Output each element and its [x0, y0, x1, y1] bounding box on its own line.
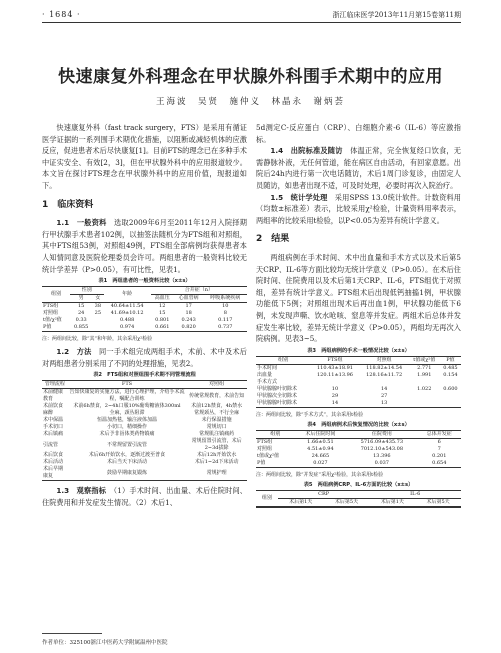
table-4-header: 总体并发症 [418, 430, 461, 438]
table-2-cell: 鼓励早期康复锻炼 [68, 466, 186, 481]
table-1-note: 注：两组间比较，除“其”和年龄，其余采用χ²检验 [42, 336, 153, 343]
table-1-subheader: 高血压 [151, 295, 174, 303]
table-2-header: 管理流程 [42, 381, 68, 389]
table-4-cell: 0.654 [418, 460, 461, 468]
table-1-subheader: 呼吸系统疾病 [204, 295, 247, 303]
table-4-note: 注：两组间比较，除“并发症”采用χ²检验，其余采用t检验 [256, 471, 384, 478]
table-1-cell: 0.855 [70, 324, 92, 332]
table-5-header: IL-6 [369, 490, 461, 498]
table-1-cell: 0.488 [119, 317, 135, 324]
table-2-cell: 术后1~2d下床活动 [194, 459, 239, 466]
left-column [42, 122, 247, 509]
table-3-cell [409, 379, 440, 386]
table-1-cell: 0.737 [204, 324, 247, 332]
page-number: · 1684 · [42, 10, 81, 19]
table-1-cell: FTS组 [43, 303, 59, 310]
table-1-cell: 40.64±11.54 [110, 303, 144, 310]
table-1-caption: 表1 两组患者的一般资料比较（x±s） [98, 278, 191, 285]
table-4-row [256, 460, 461, 468]
table-3-cell [360, 379, 409, 386]
table-3-cell: 110.43±18.91 [316, 364, 353, 371]
table-4-cell: 4.51±0.94 [307, 445, 334, 452]
table-2-header: FTS [68, 381, 186, 389]
table-3-cell: 手术时间 [257, 364, 278, 371]
table-2-cell: 小切口，精细操作 [106, 424, 147, 431]
table-4-cell: 7 [437, 445, 441, 452]
table-3-row [256, 379, 461, 386]
table-5-header: 组别 [256, 490, 278, 506]
table-1-cell: 17 [185, 303, 192, 310]
table-3-cell [440, 379, 461, 386]
table-2-cell: 常规护理 [186, 466, 247, 481]
table-3-cell: 29 [331, 392, 339, 399]
table-2-row [42, 438, 247, 452]
table-5-sub-header: 术后第5天 [415, 498, 461, 506]
paragraph-1-4 [256, 145, 461, 191]
table-3-cell: 0.485 [443, 364, 458, 371]
table-2-cell: 全麻，颈丛阻滞 [109, 410, 145, 417]
table-3-header-row [256, 356, 461, 364]
table-3 [256, 348, 461, 408]
table-3-header: t值或χ²值 [409, 356, 440, 364]
table-3-cell [440, 400, 461, 408]
table-3-header: FTS组 [310, 356, 359, 364]
table-4-cell: t值或χ²值 [257, 452, 280, 459]
subheading-1-1: 1.1 一般资料 [56, 218, 107, 228]
table-3-cell: 甲状腺腺叶切除术 [257, 385, 298, 392]
table-1-cell: 15 [77, 303, 85, 310]
table-1-cell: 18 [185, 310, 192, 317]
table-2-cell: 术前12h禁食，4h禁水 [191, 403, 243, 410]
paragraph-1-4-text: 体温正常，完全恢复经口饮食，无需静脉补液，无任何管道，能在病区自由活动，有回家意愿。出院后24h内进行第一次电话随访，术后1周门诊复诊，由固定人员随访，如患者出现不适，可及时处理，必要时再次入院治疗。 [256, 146, 461, 190]
section-heading-1: 1 临床资料 [42, 199, 94, 210]
article-title: 快速康复外科理念在甲状腺外科围手术期中的应用 [58, 67, 443, 87]
table-2-cell: 术后当天下床活动 [106, 459, 147, 466]
table-1-cell: 8 [223, 310, 227, 317]
table-3-cell: 1.022 [417, 385, 432, 392]
table-1-header: 年龄 [104, 287, 151, 303]
table-1-cell: 0.117 [218, 317, 233, 324]
paragraph-1-1 [42, 217, 247, 275]
table-1-cell: 0.243 [181, 317, 196, 324]
table-1-row [42, 303, 247, 311]
table-2-caption: 表2 FTS组和对照组围手术期不同管理流程 [93, 372, 196, 379]
table-1-cell: 24 [77, 310, 85, 317]
header-rule [42, 22, 461, 23]
table-5-subheader-row [256, 498, 461, 506]
table-2-header: 对照组 [186, 381, 247, 389]
table-1-cell: t值/χ²值 [43, 317, 62, 324]
table-2-cell: 麻醉 [43, 410, 54, 417]
author-list: 王海波 吴贤 施仲义 林晶永 谢炳荟 [155, 97, 345, 107]
table-2-cell: 术后6h开始饮水，逐渐过渡至普食 [88, 452, 166, 459]
table-1-cell [92, 317, 103, 324]
table-1-cell: 10 [222, 303, 229, 310]
table-1-cell: 12 [159, 303, 166, 310]
table-1-row [42, 310, 247, 317]
paragraph-1-3 [42, 485, 247, 508]
table-2-cell: 术后早期康复 [42, 466, 68, 481]
table-2 [42, 372, 247, 481]
right-column [256, 122, 461, 512]
table-2-cell: 术前饮食 [43, 403, 64, 410]
table-2-cell: 常规颈丛，不行全麻 [194, 410, 240, 417]
table-4-cell: 对照组 [257, 445, 273, 452]
table-2-row [42, 389, 247, 404]
table-2-cell: 不常规留置引流管 [106, 441, 147, 448]
paragraph-1-2-text: 同一手术组完成两组手术，术前、术中及术后对两组患者分别采用了不同的处理措施，见表2。 [42, 347, 247, 368]
table-1 [42, 278, 247, 332]
table-3-cell: 14 [310, 400, 359, 408]
table-4-cell: 1.66±0.51 [307, 438, 334, 445]
table-2-cell: 术前6h禁食，2~4h口服10%葡萄糖液体300ml [73, 403, 181, 410]
table-3-cell: 2.771 [417, 364, 432, 371]
table-2-cell: 常规留置引流管，术后2~3d拔除 [191, 438, 242, 452]
table-3-cell: 14 [380, 385, 388, 392]
table-3-header: 组别 [256, 356, 310, 364]
table-1-subheader: 心血管病 [174, 295, 204, 303]
table-3-row [256, 364, 461, 372]
table-3-header: P值 [440, 356, 461, 364]
table-3-cell: 0.154 [443, 371, 458, 378]
table-4-cell: 5716.09±435.73 [360, 438, 404, 445]
table-1-cell: 0.820 [174, 324, 204, 332]
table-1-cell: 15 [159, 310, 166, 317]
table-3-header: 对照组 [360, 356, 409, 364]
table-4-caption: 表4 两组病例术后恢复情况的比较（x±s） [307, 421, 410, 428]
table-3-cell: 128.16±11.72 [366, 371, 403, 378]
table-4-header: 组别 [256, 430, 295, 438]
table-2-cell: 术后镇痛 [43, 431, 64, 438]
table-4-cell: 24.665 [311, 452, 330, 459]
table-2-cell: 手术切口 [43, 424, 64, 431]
table-2-cell: 术后活动 [43, 459, 64, 466]
table-5-sub-header: 术后第5天 [324, 498, 370, 506]
table-4-row [256, 446, 461, 453]
table-3-cell: 120.11±13.96 [316, 371, 353, 378]
table-1-cell: P值 [42, 324, 70, 332]
author-affiliation: 作者单位：325100浙江中医药大学附属温州中医院 [42, 640, 168, 646]
table-2-cell: 术后12h开始饮水 [196, 452, 237, 459]
table-4-cell: 6 [437, 438, 441, 445]
table-1-subheader: 男 [70, 295, 92, 303]
table-4-header: 住院费用 [346, 430, 417, 438]
table-1-cell: 0.974 [104, 324, 151, 332]
table-2-cell: 引流管 [43, 441, 59, 448]
subheading-1-3: 1.3 观察指标 [56, 486, 107, 496]
table-1-row [42, 317, 247, 324]
table-3-cell: 1.991 [417, 371, 432, 378]
table-4-cell: 7012.10±543.08 [360, 445, 404, 452]
table-4-cell: 0.037 [346, 460, 417, 468]
table-3-cell: 甲状腺腺叶切除术 [256, 400, 310, 408]
table-4-cell: 0.027 [295, 460, 346, 468]
table-2-cell: 未行保温措施 [201, 417, 232, 424]
paragraph-continued: 5d测定C-反应蛋白（CRP）、白细胞介素-6（IL-6）等应激指标。 [256, 123, 461, 144]
table-3-cell: 10 [331, 385, 339, 392]
table-5-header: CRP [278, 490, 370, 498]
table-5-empty-row [256, 506, 461, 507]
table-4-cell: 0.201 [432, 452, 447, 459]
table-4-cell: FTS组 [257, 438, 273, 445]
table-2-cell: 术后予非甾体类药物镇痛 [99, 431, 155, 438]
table-3-cell [440, 393, 461, 400]
table-2-body [42, 389, 247, 481]
table-3-cell: 118.82±14.54 [366, 364, 403, 371]
table-2-cell: 传统常规教育，术前告知 [189, 392, 245, 399]
table-1-cell: 0.661 [151, 324, 174, 332]
table-3-cell: 13 [360, 400, 409, 408]
table-1-header: 组别 [42, 287, 70, 303]
table-4-header: 术后住院时间 [295, 430, 346, 438]
table-4-cell: 13.396 [373, 452, 391, 459]
table-4-row [256, 438, 461, 446]
intro-paragraph: 快速康复外科（fast track surgery，FTS）是采用有循证医学证据的一系列围手术期优化措施，以阻断或减轻机体的应激反应，促进患者术后尽快康复[1]。目前FTS的理念已在多种手术中证实安全、有效[2，3]，但在甲状腺外科中的应用报道较少。本文旨在探讨FTS理念在甲状腺外科中的应用价值，现报道如下。 [42, 123, 247, 190]
table-2-cell: 常规切口 [206, 424, 227, 431]
table-1-cell: 41.69±10.12 [110, 310, 144, 317]
table-5 [256, 482, 461, 508]
results-paragraph: 两组病例在手术时间、术中出血量和手术方式以及术后第5天CRP、IL-6等方面比较均无统计学意义（P>0.05）。在术后住院时间、住院费用以及术后第1天CRP、IL-6，FTS组优于对照组，差异有统计学意义。FTS组术后出现低钙抽搐1例，甲状腺功能低下5例；对照组出现术后再出血1例，甲状腺功能低下6例，未发现声嘶、饮水呛咳、窒息等并发症。两组术后总体并发症发生率比较，差异无统计学意义（P>0.05），两组均无再次入院病例。见表3~5。 [256, 252, 461, 344]
table-2-cell: 术前健康教育 [43, 389, 64, 403]
subheading-1-2: 1.2 方法 [56, 347, 92, 357]
footnote-rule [42, 633, 102, 634]
table-4 [256, 422, 461, 468]
table-1-cell: 38 [94, 303, 102, 310]
table-3-cell: 手术方式 [257, 378, 278, 385]
table-3-row [256, 393, 461, 400]
table-3-cell: 0.600 [443, 385, 458, 392]
table-5-sub-header: 术后第1天 [369, 498, 415, 506]
table-3-cell [409, 393, 440, 400]
table-1-cell: 0.33 [75, 317, 87, 324]
table-1-body [42, 303, 247, 332]
table-1-cell: 0.801 [155, 317, 170, 324]
paragraph-1-3-text: （1）手术时间、出血量、术后住院时间、住院费用和并发症发生情况。（2）术后1、 [42, 486, 247, 507]
table-1-cell: 25 [94, 310, 102, 317]
table-1-header: 合并症（n） [151, 287, 247, 295]
table-3-row [256, 400, 461, 408]
journal-header: 浙江临床医学2013年11月第15卷第11期 [332, 11, 461, 19]
table-2-cell: 常规肌注镇痛药 [199, 431, 235, 438]
table-2-row [42, 466, 247, 481]
table-1-cell [92, 324, 103, 332]
table-3-cell [409, 400, 440, 408]
subheading-1-4: 1.4 出院标准及随访 [270, 146, 343, 156]
paragraph-1-2 [42, 346, 247, 369]
table-2-cell: 术中保温 [43, 417, 64, 424]
table-2-cell: 告知快康复的实施方法，进行心理护理，介绍手术流程，嘱配合训练 [69, 389, 185, 403]
table-2-cell: 术后饮食 [43, 452, 64, 459]
table-4-row [256, 453, 461, 460]
table-4-body [256, 438, 461, 467]
table-4-cell: P值 [256, 460, 295, 468]
table-2-cell: 恒温加热毯，输注液体加温 [96, 417, 157, 424]
table-3-cell: 出血量 [257, 371, 273, 378]
table-3-cell: 27 [380, 392, 388, 399]
table-5-caption: 表5 两组病例CRP、IL-6方面的比较（x±s） [303, 481, 414, 488]
paragraph-1-5 [256, 192, 461, 227]
paragraph-1-1-text: 选取2009年6月至2011年12月入院择期行甲状腺手术患者102例，以抽签法随机分为FTS组和对照组，其中FTS组53例，对照组49例，FTS组全部病例均获得患者本人知情同意及医院伦理委员会许可。两组患者的一般资料比较无统计学差异（P>0.05），有可比性，见表1。 [42, 218, 247, 274]
subheading-1-5: 1.5 统计学处理 [270, 192, 328, 202]
table-3-body [256, 364, 461, 407]
table-1-row [42, 324, 247, 332]
section-heading-2: 2 结果 [256, 234, 290, 245]
table-3-caption: 表3 两组病例的手术一般情况比较（x±s） [307, 347, 410, 354]
table-1-cell: 对照组 [43, 310, 59, 317]
paragraph-1-5-text: 采用SPSS 13.0统计软件。计数资料用（均数±标准差）表示，比较采用χ²检验，计量资料用率表示，两组率的比较采用t检验，以P<0.05为差异有统计学意义。 [256, 192, 461, 225]
table-3-row [256, 372, 461, 379]
table-1-header: 性别 [70, 287, 103, 295]
table-5-sub-header: 术后第1天 [278, 498, 324, 506]
table-1-subheader: 女 [92, 295, 103, 303]
table-2-row [42, 459, 247, 466]
table-3-cell [310, 379, 359, 386]
table-3-row [256, 386, 461, 393]
table-3-note: 注：两组间比较，除“手术方式”，其余采用t检验 [256, 411, 364, 418]
table-3-cell: 甲状腺次全切除术 [257, 392, 298, 399]
table-4-header-row [256, 430, 461, 438]
